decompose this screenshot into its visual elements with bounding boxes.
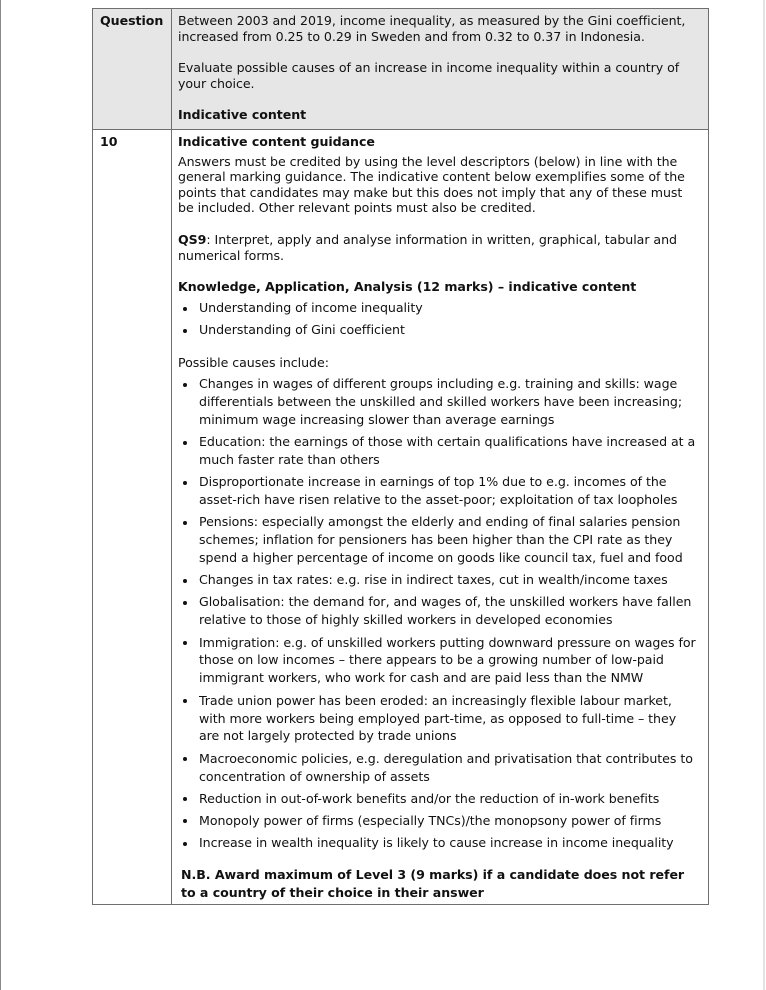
qs-code: QS9 xyxy=(178,231,207,247)
list-item: Understanding of Gini coefficient xyxy=(178,321,700,339)
question-text: Between 2003 and 2019, income inequality, as measured by the Gini coefficient, increased from 0.25 to 0.29 in Sweden and from 0.32 to 0.37 in Indonesia. xyxy=(178,13,686,44)
list-item: Monopoly power of firms (especially TNCs)/the monopsony power of firms xyxy=(178,812,700,830)
question-label-cell xyxy=(93,9,172,130)
causes-list xyxy=(178,375,700,852)
qs-line xyxy=(178,232,700,263)
guidance-heading: Indicative content guidance xyxy=(178,133,375,149)
question-text-cell xyxy=(172,9,709,130)
question-number: 10 xyxy=(100,133,118,149)
guidance-cell xyxy=(172,129,709,904)
question-instruction: Evaluate possible causes of an increase in income inequality within a country of your choice. xyxy=(178,60,680,91)
nb-note: N.B. Award maximum of Level 3 (9 marks) if a candidate does not refer to a country of their choice in their answer xyxy=(181,867,685,900)
understanding-list xyxy=(178,299,700,339)
list-item: Trade union power has been eroded: an increasingly flexible labour market, with more workers being employed part-time, as opposed to full-time – they are not largely protected by trade unions xyxy=(178,692,700,746)
kaa-heading: Knowledge, Application, Analysis (12 marks) – indicative content xyxy=(178,279,637,295)
list-item: Changes in wages of different groups including e.g. training and skills: wage differentials between the unskilled and skilled workers have been increasing; minimum wage increasing slower than average earnings xyxy=(178,375,700,429)
list-item: Globalisation: the demand for, and wages of, the unskilled workers have fallen relative to those of highly skilled workers in developed economies xyxy=(178,593,700,629)
answer-guidance-row xyxy=(93,129,709,904)
qs-text: : Interpret, apply and analyse information in written, graphical, tabular and numerical forms. xyxy=(178,231,677,263)
page-edge-right xyxy=(763,0,765,990)
question-header-row xyxy=(93,9,709,130)
mark-scheme-table xyxy=(92,8,709,905)
guidance-text: Answers must be credited by using the level descriptors (below) in line with the general marking guidance. The indicative content below exemplifies some of the points that candidates may make but this does not imply that any of these must be included. Other relevant points must also be credited. xyxy=(178,153,685,216)
list-item: Reduction in out-of-work benefits and/or the reduction of in-work benefits xyxy=(178,790,700,808)
causes-label: Possible causes include: xyxy=(178,355,329,371)
question-label: Question xyxy=(100,13,164,28)
list-item: Macroeconomic policies, e.g. deregulation and privatisation that contributes to concentration of ownership of assets xyxy=(178,750,700,786)
indicative-content-label: Indicative content xyxy=(178,107,307,123)
list-item: Disproportionate increase in earnings of top 1% due to e.g. incomes of the asset-rich have risen relative to the asset-poor; exploitation of tax loopholes xyxy=(178,473,700,509)
list-item: Education: the earnings of those with certain qualifications have increased at a much faster rate than others xyxy=(178,433,700,469)
list-item: Increase in wealth inequality is likely to cause increase in income inequality xyxy=(178,834,700,852)
list-item: Pensions: especially amongst the elderly and ending of final salaries pension schemes; inflation for pensioners has been higher than the CPI rate as they spend a higher percentage of income on goods like council tax, fuel and food xyxy=(178,513,700,567)
list-item: Changes in tax rates: e.g. rise in indirect taxes, cut in wealth/income taxes xyxy=(178,571,700,589)
list-item: Understanding of income inequality xyxy=(178,299,700,317)
list-item: Immigration: e.g. of unskilled workers putting downward pressure on wages for those on low incomes – there appears to be a growing number of low-paid immigrant workers, who work for cash and are paid less than the NMW xyxy=(178,634,700,688)
page-edge-left xyxy=(0,0,1,990)
question-number-cell xyxy=(93,129,172,904)
